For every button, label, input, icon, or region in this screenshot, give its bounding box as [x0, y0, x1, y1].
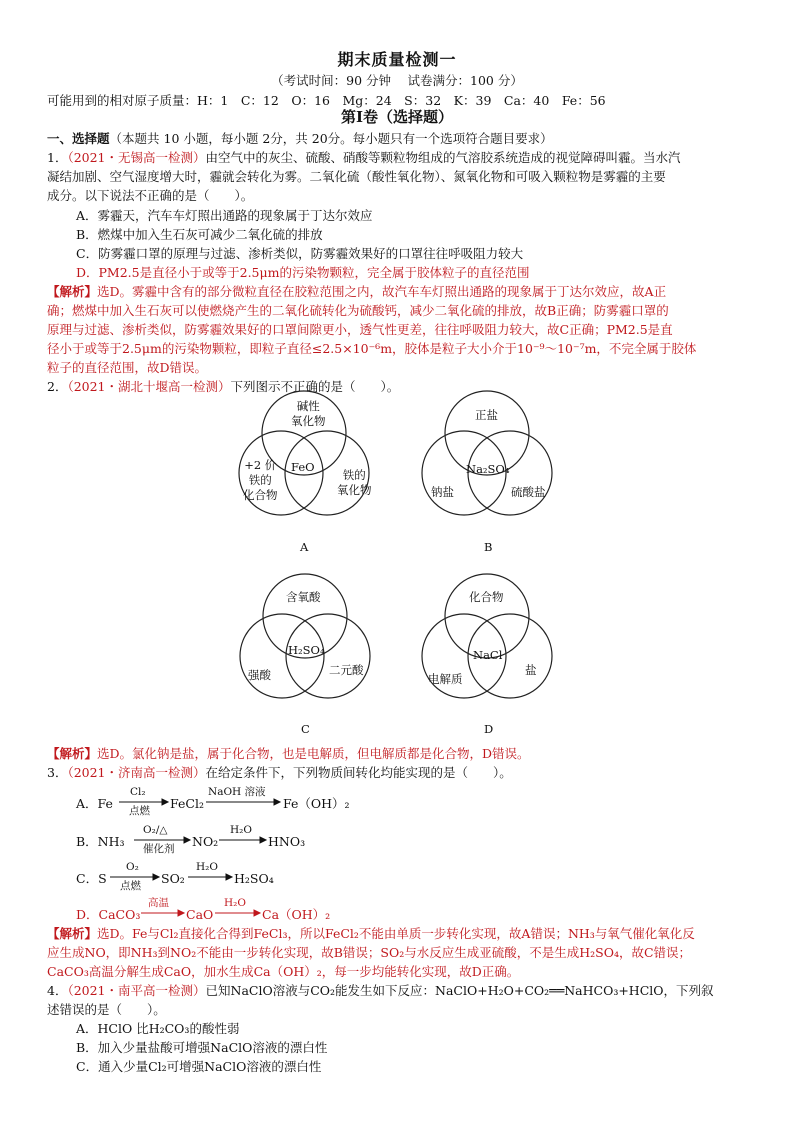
q1-answer-line4: 径小于或等于2.5μm的污染物颗粒，即粒子直径≤2.5×10⁻⁶m，胶体是粒子大小介于10⁻⁹～10⁻⁷m，不完全属于胶体: [47, 341, 697, 356]
q4-stem-line2: 述错误的是（ ）。: [47, 1002, 166, 1017]
q1-answer-line2: 确；燃煤中加入生石灰可以使燃烧产生的二氧化硫转化为硫酸钙，减少二氧化硫的排放，故B正确；防雾霾口罩的: [47, 303, 669, 318]
q3-option-a-end: Fe（OH）₂: [283, 796, 350, 811]
q1-stem-line2: 凝结加剧、空气湿度增大时，霾就会转化为雾。二氧化硫（酸性氧化物）、氮氧化物和可吸入颗粒物是雾霾的主要: [47, 169, 666, 184]
q3-option-a-mid: FeCl₂: [170, 796, 204, 811]
q3-option-d-end: Ca（OH）₂: [262, 907, 331, 922]
q1-option-c: C．防雾霾口罩的原理与过滤、渗析类似，防雾霾效果好的口罩往往呼吸阻力较大: [76, 246, 524, 261]
q3-option-a-cond1-bottom: 点燃: [129, 805, 150, 817]
exam-subtitle: （考试时间：90 分钟 试卷满分：100 分）: [271, 73, 523, 88]
q3-answer-line3: CaCO₃高温分解生成CaO，加水生成Ca（OH）₂，每一步均能转化实现，故D正确。: [47, 964, 520, 979]
exam-title: 期末质量检测一: [337, 50, 457, 69]
part-heading-label: 一、选择题: [47, 131, 110, 146]
venn-b-left-label: 钠盐: [431, 485, 454, 499]
q3-option-b-end: HNO₃: [268, 834, 306, 849]
arrow-c1-head: [153, 874, 159, 880]
venn-b-right-label: 硫酸盐: [511, 485, 546, 499]
q3-option-b-cond1-top: O₂/△: [143, 824, 168, 836]
q3-option-c-start: C．S: [76, 871, 107, 886]
q3-option-c-cond1-bottom: 点燃: [120, 880, 141, 892]
q1-source: （2021・无锡高一检测）: [67, 150, 206, 165]
venn-a-caption: A: [300, 540, 309, 554]
q2-number: 2．: [47, 379, 68, 394]
q3-option-c-cond2-top: H₂O: [196, 861, 218, 873]
q1-option-d: D．PM2.5是直径小于或等于2.5μm的污染物颗粒，完全属于胶体粒子的直径范围: [76, 265, 530, 280]
q3-option-a-start: A．Fe: [76, 796, 113, 811]
q3-option-b-mid: NO₂: [192, 834, 219, 849]
q1-text1: 由空气中的灰尘、硫酸、硝酸等颗粒物组成的气溶胶系统造成的视觉障碍叫霾。当水汽: [205, 150, 681, 165]
q3-option-a-cond2-top: NaOH 溶液: [208, 786, 266, 798]
q4-option-c: C．通入少量Cl₂可增强NaClO溶液的漂白性: [76, 1059, 322, 1074]
q4-number: 4．: [47, 983, 68, 998]
q1-stem-line3: 成分。以下说法不正确的是（ ）。: [47, 188, 254, 203]
venn-d-right-label: 盐: [525, 663, 537, 677]
venn-d-left-label: 电解质: [428, 672, 463, 686]
q1-number: 1．: [47, 150, 68, 165]
venn-b-caption: B: [484, 540, 493, 554]
q4-source: （2021・南平高一检测）: [67, 983, 206, 998]
q3-option-c-end: H₂SO₄: [234, 871, 274, 886]
q3-stem-text: 在给定条件下，下列物质间转化均能实现的是（ ）。: [205, 765, 512, 780]
venn-b-top-label: 正盐: [475, 408, 498, 422]
venn-d-caption: D: [484, 722, 494, 736]
q3-answer-tag: 【解析】: [47, 926, 98, 941]
q2-stem-text: 下列图示不正确的是（ ）。: [230, 379, 400, 394]
q2-source: （2021・湖北十堰高一检测）: [67, 379, 231, 394]
q1-answer-tag: 【解析】: [47, 284, 98, 299]
q1-answer-text1: 选D。雾霾中含有的部分微粒直径在胶粒范围之内，故汽车车灯照出通路的现象属于丁达尔效应，故A正: [97, 284, 667, 299]
section-title: 第Ⅰ卷（选择题）: [340, 108, 454, 126]
venn-b-center-label: Na₂SO₄: [466, 462, 510, 476]
q4-stem-text1: 已知NaClO溶液与CO₂能发生如下反应：NaClO+H₂O+CO₂══NaHCO₃+HClO，下列叙: [205, 983, 714, 998]
venn-a-left-label: +2 价 铁的 化合物: [243, 458, 278, 502]
q3-number: 3．: [47, 765, 68, 780]
arrow-a1-head: [162, 799, 168, 805]
arrow-d1-head: [178, 910, 184, 916]
q3-option-d-start: D．CaCO₃: [76, 907, 141, 922]
q3-answer-line2: 应生成NO，即NH₃到NO₂不能由一步转化实现，故B错误；SO₂与水反应生成亚硫酸，不是生成H₂SO₄，故C错误；: [47, 945, 692, 960]
atomic-masses: 可能用到的相对原子质量：H：1 C：12 O：16 Mg：24 S：32 K：39 Ca：40 Fe：56: [47, 93, 606, 108]
venn-c-top-label: 含氧酸: [286, 590, 321, 604]
q3-source: （2021・济南高一检测）: [67, 765, 206, 780]
venn-d-center-label: NaCl: [473, 648, 503, 662]
arrow-b1-head: [184, 837, 190, 843]
q3-option-c-cond1-top: O₂: [126, 861, 139, 873]
arrow-a2-head: [274, 799, 280, 805]
q3-option-d-mid: CaO: [186, 907, 214, 922]
q3-option-a-cond1-top: Cl₂: [130, 786, 146, 798]
venn-d-top-label: 化合物: [469, 590, 504, 604]
venn-c-center-label: H₂SO₄: [288, 643, 325, 657]
q3-option-b-cond1-bottom: 催化剂: [143, 843, 175, 855]
q3-option-b-cond2-top: H₂O: [230, 824, 252, 836]
venn-a-right-label: 铁的 氧化物: [337, 468, 372, 497]
q3-option-c-mid: SO₂: [161, 871, 185, 886]
q3-option-d-cond2-top: H₂O: [224, 897, 246, 909]
arrow-c2-head: [226, 874, 232, 880]
q3-option-b-start: B．NH₃: [76, 834, 125, 849]
venn-c-right-label: 二元酸: [329, 663, 364, 677]
q1-option-a: A．雾霾天，汽车车灯照出通路的现象属于丁达尔效应: [76, 208, 373, 223]
part-heading-note: （本题共 10 小题，每小题 2分，共 20分。每小题只有一个选项符合题目要求）: [109, 131, 553, 146]
venn-a-center-label: FeO: [291, 460, 315, 474]
q1-answer-line5: 粒子的直径范围，故D错误。: [47, 360, 208, 375]
venn-c-left-label: 强酸: [248, 668, 271, 682]
q4-stem-line1: [47, 981, 775, 1000]
q4-option-b: B．加入少量盐酸可增强NaClO溶液的漂白性: [76, 1040, 328, 1055]
arrow-b2-head: [260, 837, 266, 843]
arrow-d2-head: [254, 910, 260, 916]
q1-option-b: B．燃煤中加入生石灰可减少二氧化硫的排放: [76, 227, 323, 242]
q3-answer-line1: [47, 924, 775, 943]
q2-answer-text: 选D。氯化钠是盐，属于化合物，也是电解质，但电解质都是化合物，D错误。: [97, 746, 530, 761]
q3-answer-text1: 选D。Fe与Cl₂直接化合得到FeCl₃，所以FeCl₂不能由单质一步转化实现，故A错误；NH₃与氧气催化氧化反: [97, 926, 695, 941]
q1-answer-line3: 原理与过滤、渗析类似，防雾霾效果好的口罩间隙更小，透气性更差，往往呼吸阻力较大，故C正确；PM2.5是直: [47, 322, 673, 337]
q2-answer-tag: 【解析】: [47, 746, 98, 761]
q3-option-d-cond1-top: 高温: [148, 897, 169, 909]
venn-a-top-label: 碱性 氧化物: [291, 399, 326, 428]
q4-option-a: A．HClO 比H₂CO₃的酸性弱: [76, 1021, 240, 1036]
venn-c-caption: C: [301, 722, 310, 736]
